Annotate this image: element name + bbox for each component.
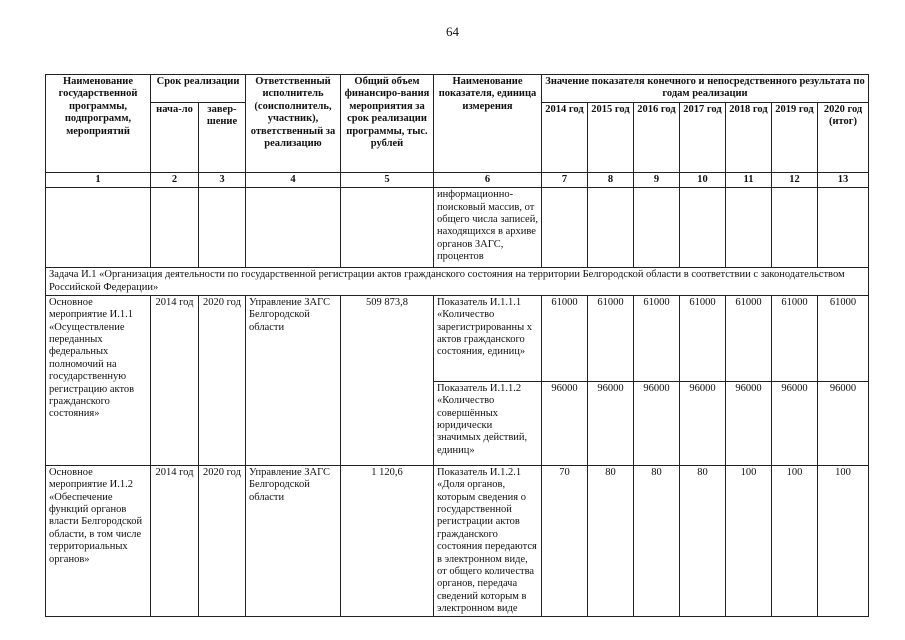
indicator-value: 61000 bbox=[726, 295, 772, 381]
col-num: 5 bbox=[341, 172, 434, 187]
indicator-value: 61000 bbox=[542, 295, 588, 381]
task-row bbox=[46, 268, 869, 296]
program-table bbox=[45, 74, 869, 617]
indicator-value: 96000 bbox=[726, 381, 772, 465]
col-num: 3 bbox=[199, 172, 246, 187]
col-num: 4 bbox=[246, 172, 341, 187]
header-year-2019: 2019 год bbox=[772, 102, 818, 172]
header-end: завер-шение bbox=[199, 102, 246, 172]
indicator-value: 96000 bbox=[634, 381, 680, 465]
indicator-value: 61000 bbox=[772, 295, 818, 381]
event-end: 2020 год bbox=[199, 295, 246, 465]
col-num: 9 bbox=[634, 172, 680, 187]
continuation-row bbox=[46, 188, 869, 268]
header-row-1 bbox=[46, 75, 869, 103]
indicator-value: 70 bbox=[542, 465, 588, 617]
indicator-name: Показатель И.1.1.2 «Количество совершённых юридически значимых действий, единиц» bbox=[434, 381, 542, 465]
header-year-2018: 2018 год bbox=[726, 102, 772, 172]
col-num: 8 bbox=[588, 172, 634, 187]
indicator-value: 61000 bbox=[634, 295, 680, 381]
indicator-value: 80 bbox=[634, 465, 680, 617]
indicator-value: 80 bbox=[680, 465, 726, 617]
header-funding: Общий объем финансиро-вания мероприятия за срок реализации программы, тыс. рублей bbox=[341, 75, 434, 173]
header-year-2016: 2016 год bbox=[634, 102, 680, 172]
column-number-row bbox=[46, 172, 869, 187]
continuation-indicator: информационно-поисковый массив, от общего числа записей, находящихся в архиве органов ЗАГС, процентов bbox=[434, 188, 542, 268]
header-year-2020: 2020 год (итог) bbox=[818, 102, 869, 172]
col-num: 1 bbox=[46, 172, 151, 187]
header-year-2017: 2017 год bbox=[680, 102, 726, 172]
event-end: 2020 год bbox=[199, 465, 246, 617]
event-start: 2014 год bbox=[151, 295, 199, 465]
event-name: Основное мероприятие И.1.2 «Обеспечение функций органов власти Белгородской области, в том числе территориальных органов» bbox=[46, 465, 151, 617]
indicator-name: Показатель И.1.2.1 «Доля органов, которым сведения о государственной регистрации актов гражданского состояния передаются в электронном виде, от общего количества органов, передача сведений которым в электронном виде bbox=[434, 465, 542, 617]
col-num: 2 bbox=[151, 172, 199, 187]
event-name: Основное мероприятие И.1.1 «Осуществление переданных федеральных полномочий на государственную регистрацию актов гражданского состояния» bbox=[46, 295, 151, 465]
header-year-2014: 2014 год bbox=[542, 102, 588, 172]
col-num: 7 bbox=[542, 172, 588, 187]
task-text: Задача И.1 «Организация деятельности по государственной регистрации актов гражданского состояния на территории Белгородской области в соответствии с законодательством Российской Федерации» bbox=[46, 268, 869, 296]
col-num: 10 bbox=[680, 172, 726, 187]
indicator-value: 100 bbox=[726, 465, 772, 617]
event-2-row-1 bbox=[46, 465, 869, 617]
header-responsible: Ответственный исполнитель (соисполнитель, участник), ответственный за реализацию bbox=[246, 75, 341, 173]
page-number: 64 bbox=[446, 24, 459, 39]
event-responsible: Управление ЗАГС Белгородской области bbox=[246, 295, 341, 465]
indicator-value: 61000 bbox=[818, 295, 869, 381]
header-year-2015: 2015 год bbox=[588, 102, 634, 172]
header-start: нача-ло bbox=[151, 102, 199, 172]
indicator-value: 80 bbox=[588, 465, 634, 617]
indicator-name: Показатель И.1.1.1 «Количество зарегистрированны х актов гражданского состояния, единиц» bbox=[434, 295, 542, 381]
event-1-row-1 bbox=[46, 295, 869, 381]
header-name: Наименование государственной программы, подпрограмм, мероприятий bbox=[46, 75, 151, 173]
event-responsible: Управление ЗАГС Белгородской области bbox=[246, 465, 341, 617]
col-num: 11 bbox=[726, 172, 772, 187]
header-indicator: Наименование показателя, единица измерения bbox=[434, 75, 542, 173]
indicator-value: 96000 bbox=[542, 381, 588, 465]
col-num: 12 bbox=[772, 172, 818, 187]
event-start: 2014 год bbox=[151, 465, 199, 617]
indicator-value: 96000 bbox=[588, 381, 634, 465]
indicator-value: 100 bbox=[772, 465, 818, 617]
indicator-value: 96000 bbox=[772, 381, 818, 465]
col-num: 13 bbox=[818, 172, 869, 187]
header-values: Значение показателя конечного и непосредственного результата по годам реализации bbox=[542, 75, 869, 103]
indicator-value: 96000 bbox=[680, 381, 726, 465]
indicator-value: 61000 bbox=[588, 295, 634, 381]
indicator-value: 61000 bbox=[680, 295, 726, 381]
indicator-value: 96000 bbox=[818, 381, 869, 465]
col-num: 6 bbox=[434, 172, 542, 187]
header-term: Срок реализации bbox=[151, 75, 246, 103]
event-funding: 509 873,8 bbox=[341, 295, 434, 465]
indicator-value: 100 bbox=[818, 465, 869, 617]
event-funding: 1 120,6 bbox=[341, 465, 434, 617]
